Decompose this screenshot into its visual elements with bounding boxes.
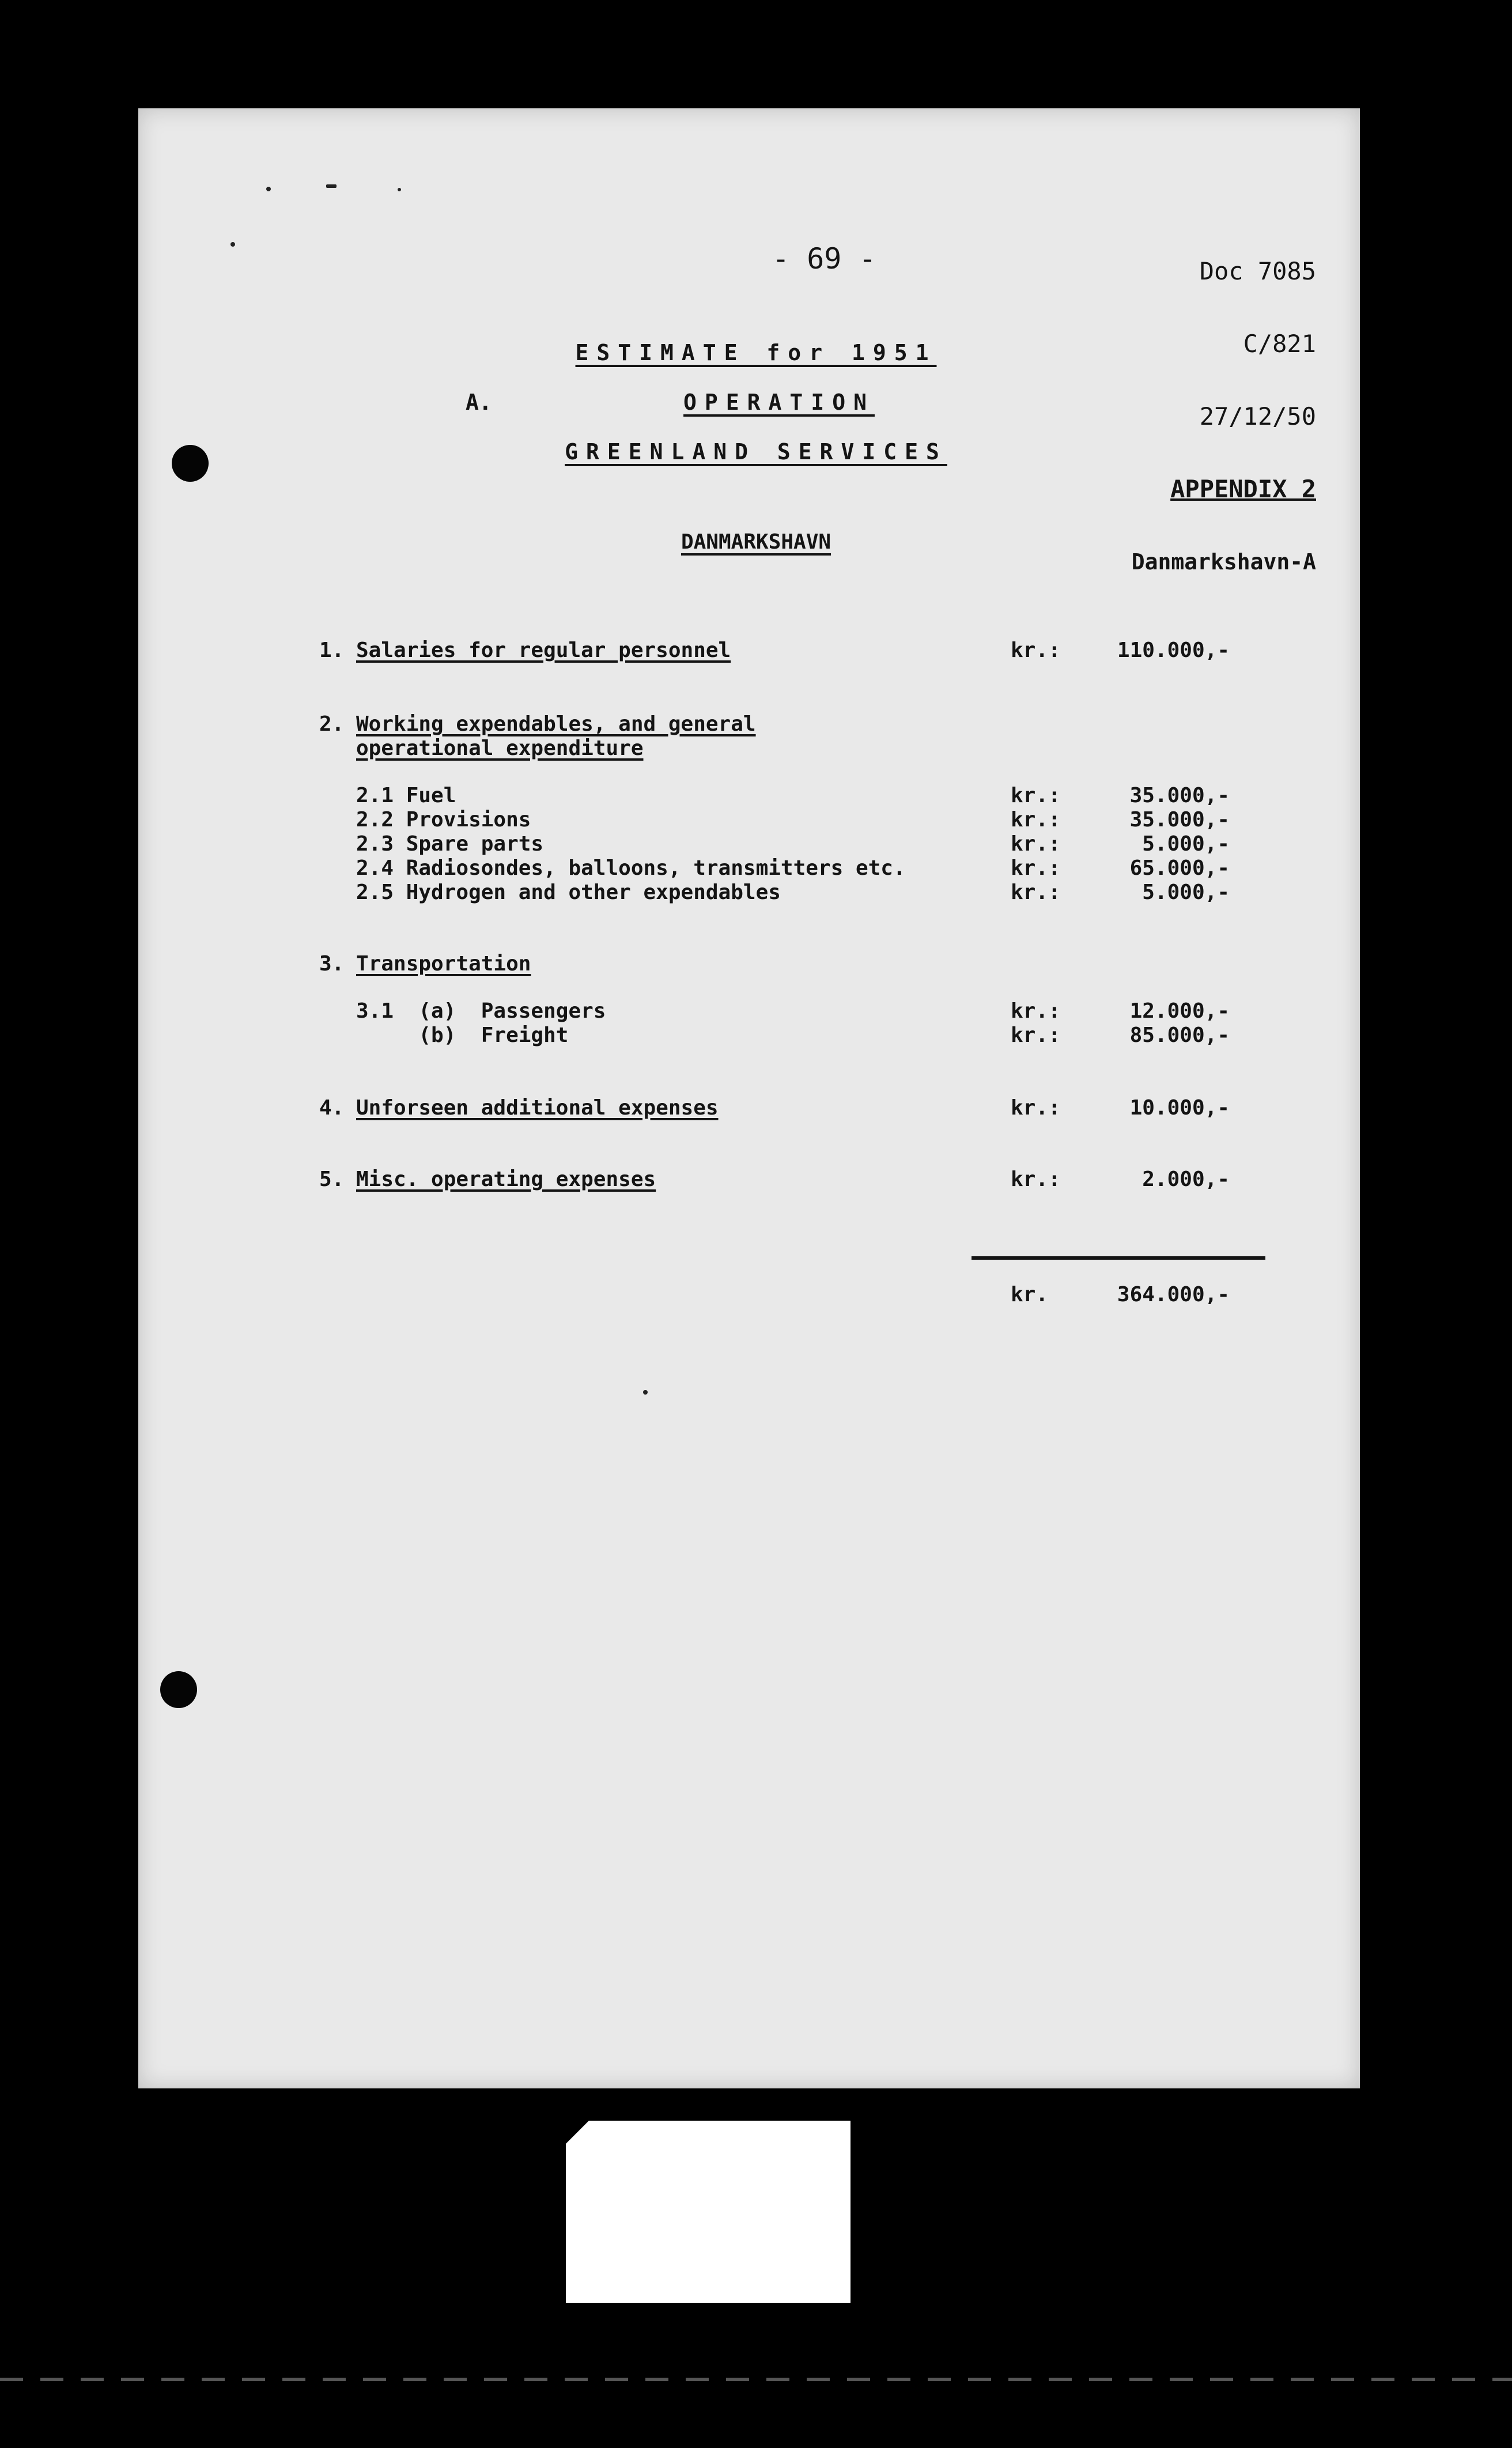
item-2-2-currency: kr.: — [1011, 808, 1061, 832]
item-3-number: 3. — [319, 952, 345, 976]
item-2-number: 2. — [319, 712, 345, 736]
item-2-3-currency: kr.: — [1011, 832, 1061, 856]
item-5-number: 5. — [319, 1168, 345, 1191]
estimate-title: ESTIMATE for 1951 — [575, 340, 937, 365]
item-5-currency: kr.: — [1011, 1168, 1061, 1191]
item-2-3-amount: 5.000,- — [1142, 832, 1230, 856]
item-3-label: Transportation — [356, 952, 531, 976]
appendix-label: APPENDIX 2 — [1170, 475, 1316, 503]
doc-code: C/821 — [1243, 330, 1316, 358]
doc-number: Doc 7085 — [1199, 257, 1316, 285]
item-3-1a-amount: 12.000,- — [1129, 999, 1230, 1023]
item-4-label: Unforseen additional expenses — [356, 1096, 719, 1120]
total-rule — [972, 1256, 1265, 1260]
item-1-currency: kr.: — [1011, 639, 1061, 662]
item-2-label-line1: Working expendables, and general — [356, 712, 756, 736]
item-4-amount: 10.000,- — [1129, 1096, 1230, 1120]
item-2-4-amount: 65.000,- — [1129, 856, 1230, 880]
ink-speck — [398, 188, 401, 191]
item-2-5-amount: 5.000,- — [1142, 881, 1230, 904]
item-1-amount: 110.000,- — [1117, 639, 1230, 662]
item-3-1a-label: 3.1 (a) Passengers — [356, 999, 606, 1023]
binder-hole — [160, 1671, 197, 1708]
item-3-1b-amount: 85.000,- — [1129, 1023, 1230, 1047]
item-2-2-amount: 35.000,- — [1129, 808, 1230, 832]
item-4-number: 4. — [319, 1096, 345, 1120]
location-code: Danmarkshavn-A — [1131, 549, 1316, 575]
station-heading: DANMARKSHAVN — [681, 530, 831, 554]
ink-speck — [266, 187, 271, 191]
item-3-1b-currency: kr.: — [1011, 1023, 1061, 1047]
item-2-1-label: 2.1 Fuel — [356, 784, 456, 807]
doc-date: 27/12/50 — [1199, 402, 1316, 430]
total-currency: kr. — [1011, 1283, 1049, 1306]
page-number: - 69 - — [772, 242, 876, 275]
item-2-2-label: 2.2 Provisions — [356, 808, 531, 832]
item-2-label-line2: operational expenditure — [356, 736, 644, 760]
section-marker: A. — [466, 390, 492, 415]
film-edge — [0, 2378, 1512, 2381]
item-2-4-currency: kr.: — [1011, 856, 1061, 880]
item-5-amount: 2.000,- — [1142, 1168, 1230, 1191]
total-amount: 364.000,- — [1117, 1283, 1230, 1306]
greenland-services-title: GREENLAND SERVICES — [565, 439, 947, 464]
item-3-1b-label: (b) Freight — [356, 1023, 569, 1047]
item-2-1-amount: 35.000,- — [1129, 784, 1230, 807]
item-3-1a-currency: kr.: — [1011, 999, 1061, 1023]
ink-speck — [643, 1390, 648, 1395]
item-1-number: 1. — [319, 639, 345, 662]
item-2-1-currency: kr.: — [1011, 784, 1061, 807]
archive-label-card — [566, 2121, 850, 2303]
item-2-3-label: 2.3 Spare parts — [356, 832, 544, 856]
operation-title: OPERATION — [683, 390, 875, 415]
item-2-5-currency: kr.: — [1011, 881, 1061, 904]
item-4-currency: kr.: — [1011, 1096, 1061, 1120]
item-1-label: Salaries for regular personnel — [356, 639, 731, 662]
ink-speck — [326, 184, 337, 188]
item-5-label: Misc. operating expenses — [356, 1168, 656, 1191]
item-2-4-label: 2.4 Radiosondes, balloons, transmitters etc. — [356, 856, 906, 880]
ink-speck — [230, 242, 235, 247]
item-2-5-label: 2.5 Hydrogen and other expendables — [356, 881, 781, 904]
